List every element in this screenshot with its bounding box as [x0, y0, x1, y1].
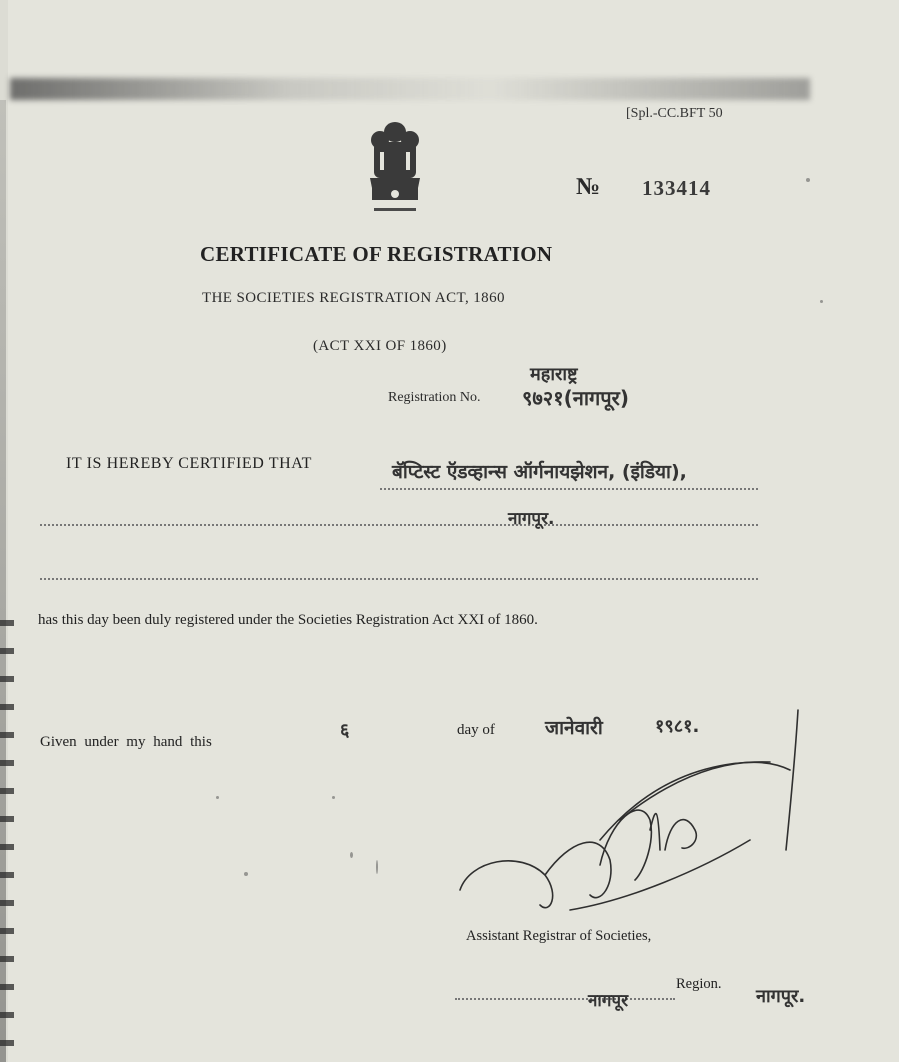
binding-spine [0, 620, 14, 1060]
act-number: (ACT XXI OF 1860) [313, 338, 447, 354]
dotted-line [40, 578, 758, 580]
registration-state: महाराष्ट्र [530, 364, 578, 385]
certificate-title: CERTIFICATE OF REGISTRATION [200, 242, 553, 266]
region-label: Region. [676, 976, 722, 992]
certificate-number-value: 133414 [642, 176, 711, 200]
given-year: १९८१. [655, 716, 700, 737]
ink-speck [332, 796, 335, 799]
dotted-line [380, 488, 758, 490]
registration-number-label: Registration No. [388, 390, 481, 405]
given-day: ६ [340, 720, 350, 741]
dotted-line [40, 524, 758, 526]
national-emblem-icon [360, 118, 430, 220]
ink-speck [350, 852, 353, 858]
ink-speck [216, 796, 219, 799]
given-label: Given under my hand this [40, 734, 212, 750]
signatory-title: Assistant Registrar of Societies, [466, 928, 652, 944]
scan-shadow-top [10, 78, 810, 100]
registration-number-value: ९७२१(नागपूर) [522, 386, 629, 410]
signature-icon [450, 700, 810, 940]
organization-name: बॅप्टिस्ट ऍडव्हान्स ऑर्गनायझेशन, (इंडिया), [392, 461, 687, 483]
certificate-number-label: № [576, 174, 601, 200]
organization-city: नागपूर. [508, 509, 555, 529]
ink-speck [376, 860, 378, 874]
form-code: [Spl.-CC.BFT 50 [626, 106, 723, 121]
region-value-secondary: नागपूर. [756, 986, 806, 1007]
certified-label: IT IS HEREBY CERTIFIED THAT [66, 455, 313, 472]
dotted-line [455, 998, 675, 1000]
region-value: नागपूर [588, 991, 629, 1011]
act-name: THE SOCIETIES REGISTRATION ACT, 1860 [202, 290, 505, 306]
ink-speck [820, 300, 823, 303]
ink-speck [806, 178, 810, 182]
registration-statement: has this day been duly registered under the Societies Registration Act XXI of 1860. [38, 612, 538, 628]
ink-speck [244, 872, 248, 876]
given-month: जानेवारी [545, 717, 603, 739]
day-of-label: day of [457, 722, 495, 738]
